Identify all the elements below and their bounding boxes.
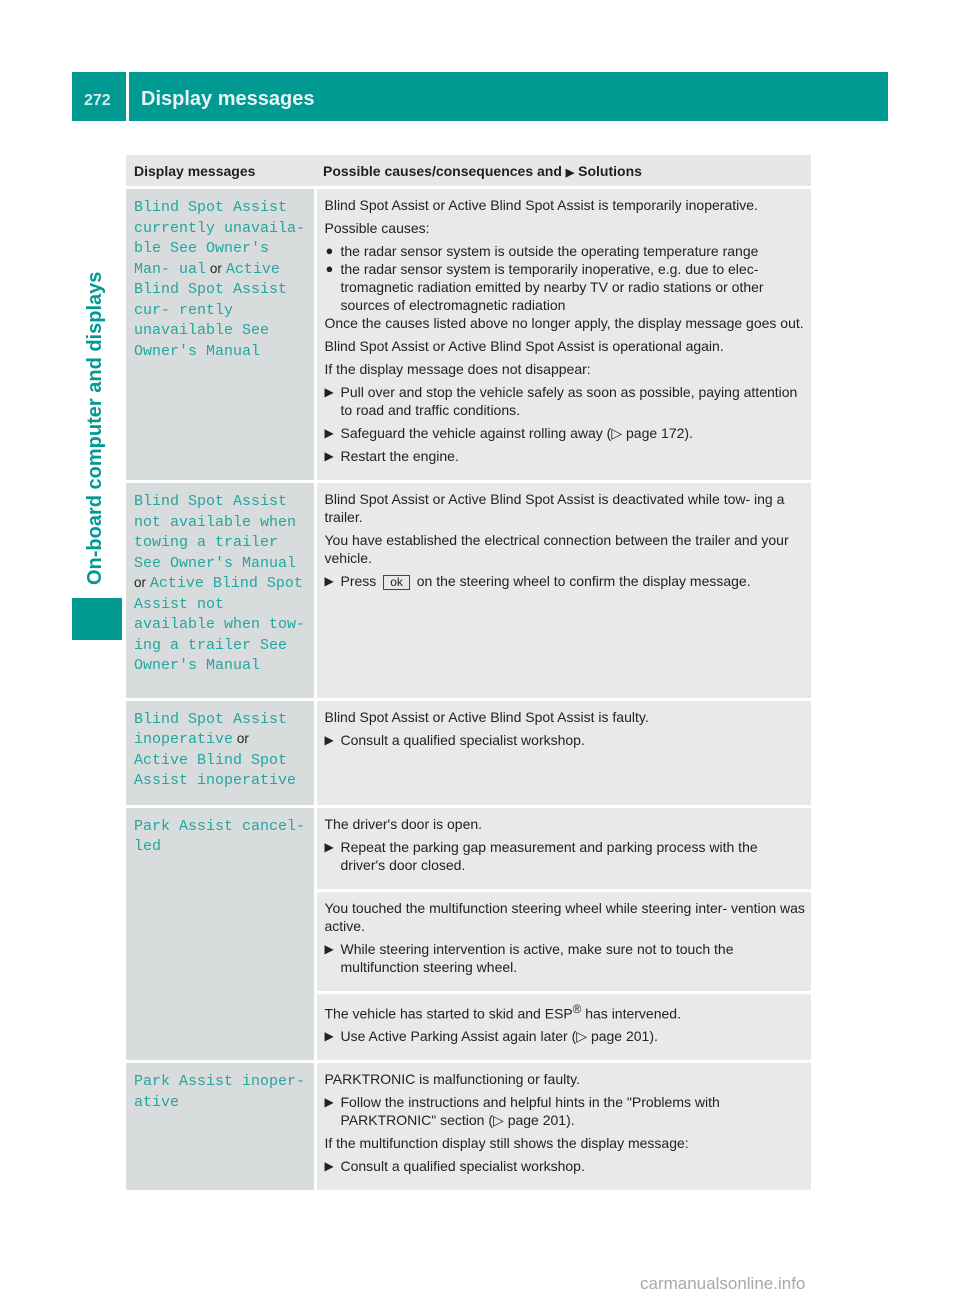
bullet-icon: ● [325,243,334,258]
step-item [325,1027,806,1045]
table-row [126,1062,811,1192]
step-item [325,940,806,976]
step-text: Press [340,573,377,589]
step-item [325,447,806,465]
message-text: Blind Spot Assist inoperative [134,710,288,748]
message-text: Blind Spot Assist currently unavaila‐ ble See Owner's Man‐ ual [134,199,306,278]
message-cell [126,482,315,700]
message-text: Blind Spot Assist not available when towing a trailer See Owner's Manual [134,493,297,572]
step-arrow-icon: ▶ [324,385,334,399]
header-divider [126,72,129,121]
col-header-solutions-suffix: Solutions [578,162,642,179]
message-cell [126,806,315,1062]
paragraph: PARKTRONIC is malfunctioning or faulty. [324,1071,580,1088]
message-text: Active Blind Spot Assist cur‐ rently unavailable See Owner's Manual [134,260,288,360]
table-row [126,482,811,700]
step-item [325,383,806,419]
step-item [325,731,806,749]
message-cell [126,699,315,806]
solution-cell [315,1062,811,1192]
registered-mark: ® [572,1002,582,1016]
paragraph-text: The vehicle has started to skid and ESP [324,1005,573,1022]
step-arrow-icon: ▶ [324,449,334,463]
paragraph: Possible causes: [324,220,430,236]
step-arrow-icon: ▶ [324,1159,334,1174]
bullet-text: the radar sensor system is temporarily inoperative, e.g. due to elec‐ tromagnetic radiation emitted by nearby TV or radio stations or other sources of electromagnetic radiation [340,261,764,313]
watermark: carmanualsonline.info [640,1274,806,1293]
step-arrow-icon: ▶ [324,941,334,956]
step-text: Repeat the parking gap measurement and parking process with the driver's door closed. [340,838,758,873]
bullet-icon: ● [325,261,334,276]
page-ref-link[interactable]: page 172). [626,425,693,441]
page-ref-icon: ▷ [611,425,623,441]
paragraph [325,1001,806,1023]
message-text: Park Assist inoper‐ ative [134,1073,306,1111]
or-word: or [236,731,249,746]
step-arrow-icon: ▶ [324,732,334,747]
solution-cell [315,699,811,806]
or-word: or [209,260,222,276]
step-item [325,1157,806,1175]
table-row [126,699,811,806]
message-text: Park Assist cancel‐ led [134,817,306,855]
step-arrow-icon: ▶ [324,1029,334,1044]
step-text: Use Active Parking Assist again later ( [340,1028,577,1045]
display-messages-table [126,155,811,1193]
solution-cell [315,806,811,890]
paragraph: If the display message does not disappear: [324,361,591,377]
table-row [126,188,811,482]
paragraph: Blind Spot Assist or Active Blind Spot Assist is temporarily inoperative. [324,197,758,213]
bullet-item [325,260,806,314]
paragraph: Blind Spot Assist or Active Blind Spot Assist is deactivated while tow‐ ing a trailer. [324,491,785,525]
or-word: or [134,575,147,590]
page-title: Display messages [141,88,315,110]
step-text: Restart the engine. [340,448,459,464]
step-arrow-icon: ▶ [324,1095,334,1110]
solution-cell [315,890,811,992]
page-ref-link[interactable]: page 201). [507,1112,575,1129]
bullet-text: the radar sensor system is outside the operating temperature range [340,243,759,259]
col-header-messages: Display messages [126,155,315,188]
paragraph: If the multifunction display still shows the display message: [324,1135,689,1152]
step-text: Consult a qualified specialist workshop. [340,731,585,748]
solution-cell [315,992,811,1062]
step-arrow-icon: ▶ [324,426,334,440]
step-text: Pull over and stop the vehicle safely as soon as possible, paying attention to road and traffic conditions. [340,384,798,418]
ok-button-icon: ok [383,575,410,590]
table-row [126,806,811,890]
page-ref-icon: ▷ [493,1112,504,1129]
step-item [325,424,806,442]
step-arrow-icon: ▶ [324,574,334,588]
paragraph: Blind Spot Assist or Active Blind Spot Assist is operational again. [324,338,724,354]
solution-cell [315,188,811,482]
paragraph-text: has intervened. [581,1005,681,1022]
paragraph: The driver's door is open. [324,815,483,832]
triangle-right-icon: ▶ [565,166,575,179]
step-arrow-icon: ▶ [324,839,334,854]
bullet-item [325,242,806,260]
step-text: While steering intervention is active, make sure not to touch the multifunction steering wheel. [340,940,734,975]
message-cell [126,188,315,482]
step-text: Follow the instructions and helpful hints in the "Problems with PARKTRONIC" section ( [340,1094,720,1129]
paragraph: Once the causes listed above no longer apply, the display message goes out. [324,315,804,331]
message-text: Active Blind Spot Assist inoperative [134,751,297,789]
col-header-solutions [315,155,811,188]
solution-cell [315,482,811,700]
paragraph: You have established the electrical connection between the trailer and your vehicle. [324,532,789,566]
paragraph: You touched the multifunction steering wheel while steering inter‐ vention was active. [324,899,805,934]
page-number: 272 [84,92,111,109]
page-ref-icon: ▷ [576,1028,588,1045]
paragraph: Blind Spot Assist or Active Blind Spot Assist is faulty. [324,708,649,725]
message-text: Active Blind Spot Assist not available when tow‐ ing a trailer See Owner's Manual [134,575,306,674]
step-text: Consult a qualified specialist workshop. [340,1158,585,1175]
step-item [325,838,806,874]
side-section-marker [72,598,122,640]
table-header-row [126,155,811,188]
step-text: Safeguard the vehicle against rolling away ( [340,425,612,441]
col-header-solutions-text: Possible causes/consequences and [323,162,562,179]
message-cell [126,1062,315,1192]
step-text: on the steering wheel to confirm the display message. [416,573,751,589]
side-section-label-text: On-board computer and displays [84,271,106,585]
page-ref-link[interactable]: page 201). [590,1028,658,1045]
step-item [325,1093,806,1129]
step-item [325,572,806,590]
